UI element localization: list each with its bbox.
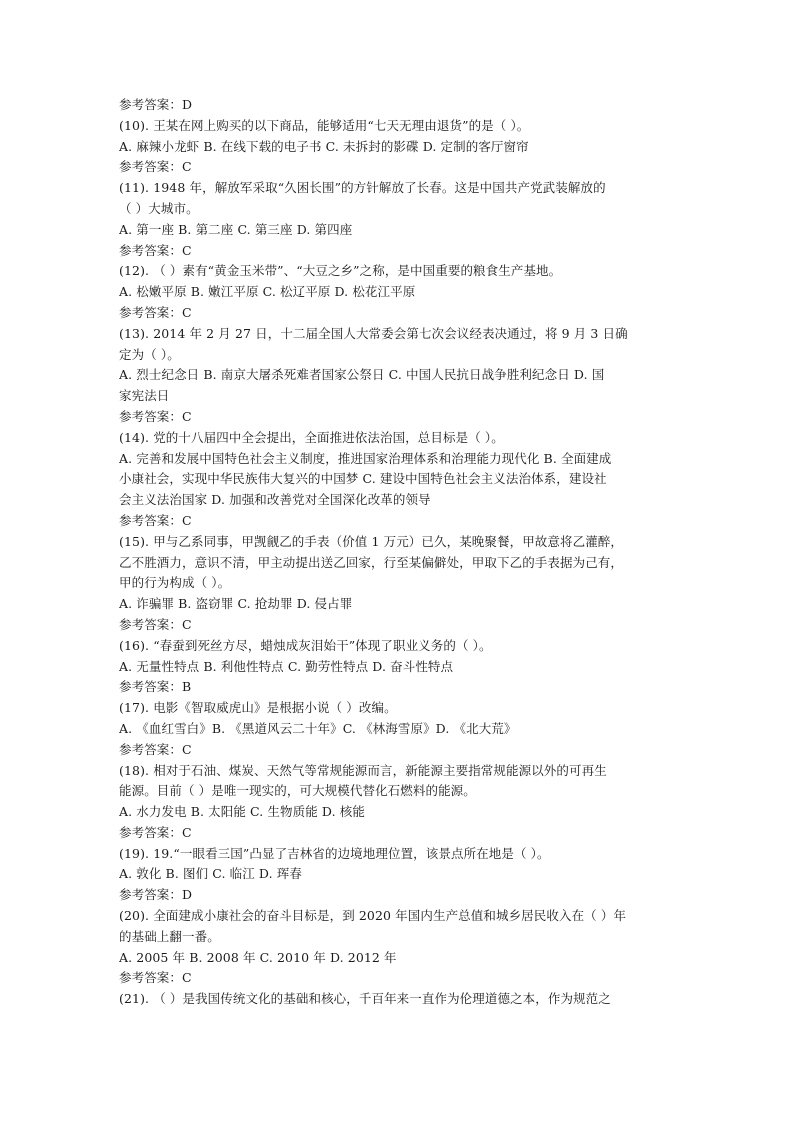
text-line: (15). 甲与乙系同事，甲觊觎乙的手表（价值 1 万元）已久，某晚聚餐，甲故意将乙灌醉，: [119, 533, 624, 549]
text-line: 参考答案：C: [119, 159, 192, 175]
text-line: (17). 电影《智取威虎山》是根据小说（ ）改编。: [119, 700, 397, 716]
text-line: 甲的行为构成（ ）。: [119, 575, 231, 591]
text-line: A. 麻辣小龙虾 B. 在线下载的电子书 C. 未拆封的影碟 D. 定制的客厅窗帘: [119, 138, 529, 154]
text-line: 参考答案：B: [119, 679, 192, 695]
text-line: A. 2005 年 B. 2008 年 C. 2010 年 D. 2012 年: [119, 949, 397, 965]
text-line: 参考答案：D: [119, 887, 193, 903]
text-line: (16). “春蚕到死丝方尽，蜡烛成灰泪始干”体现了职业义务的（ ）。: [119, 637, 492, 653]
text-line: 参考答案：C: [119, 824, 192, 840]
text-line: 参考答案：C: [119, 408, 192, 424]
text-line: (19). 19.“一眼看三国”凸显了吉林省的边境地理位置，该景点所在地是（ ）。: [119, 845, 550, 861]
text-line: A. 诈骗罪 B. 盗窃罪 C. 抢劫罪 D. 侵占罪: [119, 596, 353, 612]
text-line: (14). 党的十八届四中全会提出，全面推进依法治国，总目标是（ ）。: [119, 429, 504, 445]
document-body: [119, 95, 676, 1010]
text-line: 能源。目前（ ）是唯一现实的，可大规模代替化石燃料的能源。: [119, 783, 476, 799]
text-line: (11). 1948 年，解放军采取“久困长围”的方针解放了长春。这是中国共产党武装解放的: [119, 180, 606, 196]
text-line: （ ）大城市。: [119, 200, 199, 216]
text-line: 参考答案：C: [119, 970, 192, 986]
text-line: 参考答案：C: [119, 242, 192, 258]
text-line: A. 松嫩平原 B. 嫩江平原 C. 松辽平原 D. 松花江平原: [119, 284, 416, 300]
text-line: 参考答案：C: [119, 616, 192, 632]
text-line: (21). （ ）是我国传统文化的基础和核心，千百年来一直作为伦理道德之本，作为规范之: [119, 991, 611, 1007]
text-line: A. 无量性特点 B. 利他性特点 C. 勤劳性特点 D. 奋斗性特点: [119, 658, 454, 674]
text-line: (18). 相对于石油、煤炭、天然气等常规能源而言，新能源主要指常规能源以外的可再生: [119, 762, 607, 778]
text-line: 家宪法日: [119, 388, 170, 404]
text-line: A. 敦化 B. 图们 C. 临江 D. 珲春: [119, 866, 302, 882]
text-line: 定为（ ）。: [119, 346, 180, 362]
text-line: A. 水力发电 B. 太阳能 C. 生物质能 D. 核能: [119, 804, 365, 820]
text-line: A. 烈士纪念日 B. 南京大屠杀死难者国家公祭日 C. 中国人民抗日战争胜利纪念日 D. 国: [119, 367, 605, 383]
text-line: 乙不胜酒力，意识不清，甲主动提出送乙回家，行至某偏僻处，甲取下乙的手表据为己有，: [119, 554, 624, 570]
text-line: (12). （ ）素有“黄金玉米带”、“大豆之乡”之称，是中国重要的粮食生产基地。: [119, 263, 562, 279]
text-line: A. 完善和发展中国特色社会主义制度，推进国家治理体系和治理能力现代化 B. 全面建成: [119, 450, 612, 466]
text-line: (10). 王某在网上购买的以下商品，能够适用“七天无理由退货”的是（ ）。: [119, 117, 530, 133]
text-line: 参考答案：C: [119, 512, 192, 528]
text-line: 的基础上翻一番。: [119, 928, 220, 944]
text-line: A. 第一座 B. 第二座 C. 第三座 D. 第四座: [119, 221, 353, 237]
text-line: 参考答案：D: [119, 97, 193, 112]
text-line: 参考答案：C: [119, 741, 192, 757]
text-line: 会主义法治国家 D. 加强和改善党对全国深化改革的领导: [119, 492, 431, 508]
text-line: (13). 2014 年 2 月 27 日，十二届全国人大常委会第七次会议经表决通过，将 9 月 3 日确: [119, 325, 628, 341]
text-line: (20). 全面建成小康社会的奋斗目标是，到 2020 年国内生产总值和城乡居民收入在（ ）年: [119, 908, 627, 924]
text-line: 小康社会，实现中华民族伟大复兴的中国梦 C. 建设中国特色社会主义法治体系，建设社: [119, 471, 607, 487]
text-line: A. 《血红雪白》B. 《黑道风云二十年》C. 《林海雪原》D. 《北大荒》: [119, 720, 517, 736]
text-line: 参考答案：C: [119, 304, 192, 320]
